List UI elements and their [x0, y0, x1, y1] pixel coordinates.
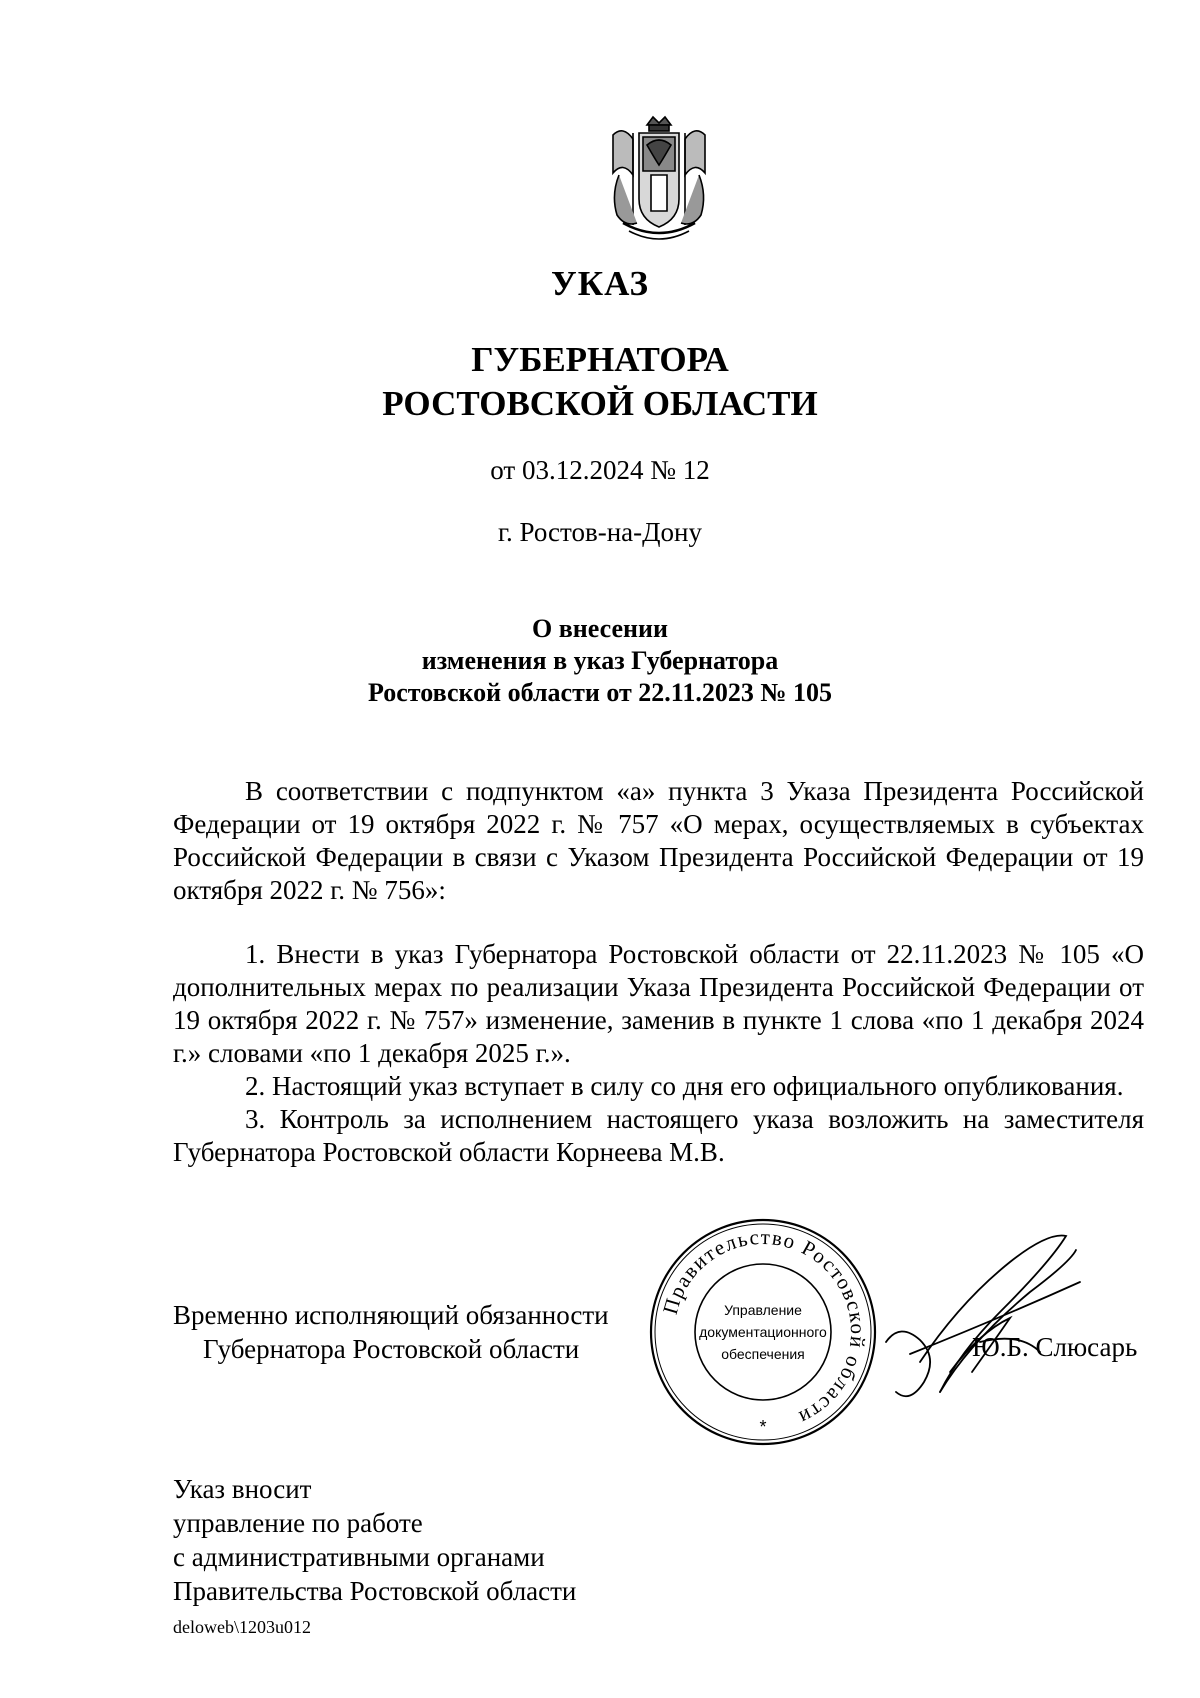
- signer-position-line-1: Временно исполняющий обязанности: [173, 1300, 609, 1330]
- signer-position-line-2: Губернатора Ростовской области: [203, 1334, 580, 1364]
- date-and-number: от 03.12.2024 № 12: [490, 455, 710, 485]
- submitted-by-note: [173, 1472, 576, 1608]
- submitted-by-line-4: Правительства Ростовской области: [173, 1576, 577, 1606]
- signer-position: [173, 1298, 609, 1366]
- seal-inner-line-1: Управление: [724, 1302, 802, 1318]
- submitted-by-line-2: управление по работе: [173, 1508, 423, 1538]
- subject-line-2: изменения в указ Губернатора: [421, 646, 779, 675]
- subject-line-3: Ростовской области от 22.11.2023 № 105: [368, 678, 832, 707]
- decree-items: [173, 938, 1144, 1169]
- seal-inner-line-3: обеспечения: [721, 1346, 805, 1362]
- decree-item-2: 2. Настоящий указ вступает в силу со дня его официального опубликования.: [245, 1071, 1124, 1101]
- decree-item-3: 3. Контроль за исполнением настоящего указа возложить на заместителя Губернатора Ростовской области Корнеева М.В.: [173, 1104, 1144, 1167]
- submitted-by-line-1: Указ вносит: [173, 1474, 312, 1504]
- seal-ring-text: Правительство Ростовской области: [657, 1224, 871, 1431]
- handwritten-signature-icon: [880, 1222, 1095, 1412]
- issuing-authority: [0, 338, 1200, 426]
- issue-city: г. Ростов-на-Дону: [497, 517, 702, 547]
- document-type-title: УКАЗ: [551, 264, 649, 303]
- authority-line-1: ГУБЕРНАТОРА: [471, 340, 729, 379]
- seal-inner-line-2: документационного: [699, 1324, 827, 1340]
- document-subject: [0, 613, 1200, 709]
- intro-paragraph: В соответствии с подпунктом «а» пункта 3 Указа Президента Российской Федерации от 19 октября 2022 г. № 757 «О мерах, осуществляемых в субъектах Российской Федерации в связи с Указом Президента Российской Федерации от 19 октября 2022 г. № 756»:: [173, 776, 1144, 905]
- authority-line-2: РОСТОВСКОЙ ОБЛАСТИ: [382, 384, 818, 423]
- decree-item-1: 1. Внести в указ Губернатора Ростовской области от 22.11.2023 № 105 «О дополнительных мерах по реализации Указа Президента Российской Федерации от 19 октября 2022 г. № 757» изменение, заменив в пункте 1 слова «по 1 декабря 2024 г.» словами «по 1 декабря 2025 г.».: [173, 939, 1144, 1068]
- submitted-by-line-3: с административными органами: [173, 1542, 545, 1572]
- coat-of-arms-icon: [603, 115, 715, 241]
- seal-star: *: [759, 1417, 767, 1437]
- file-code: deloweb\1203u012: [173, 1617, 311, 1637]
- official-seal-icon: [647, 1216, 879, 1448]
- signer-name: Ю.Б. Слюсарь: [972, 1332, 1138, 1362]
- subject-line-1: О внесении: [532, 614, 668, 643]
